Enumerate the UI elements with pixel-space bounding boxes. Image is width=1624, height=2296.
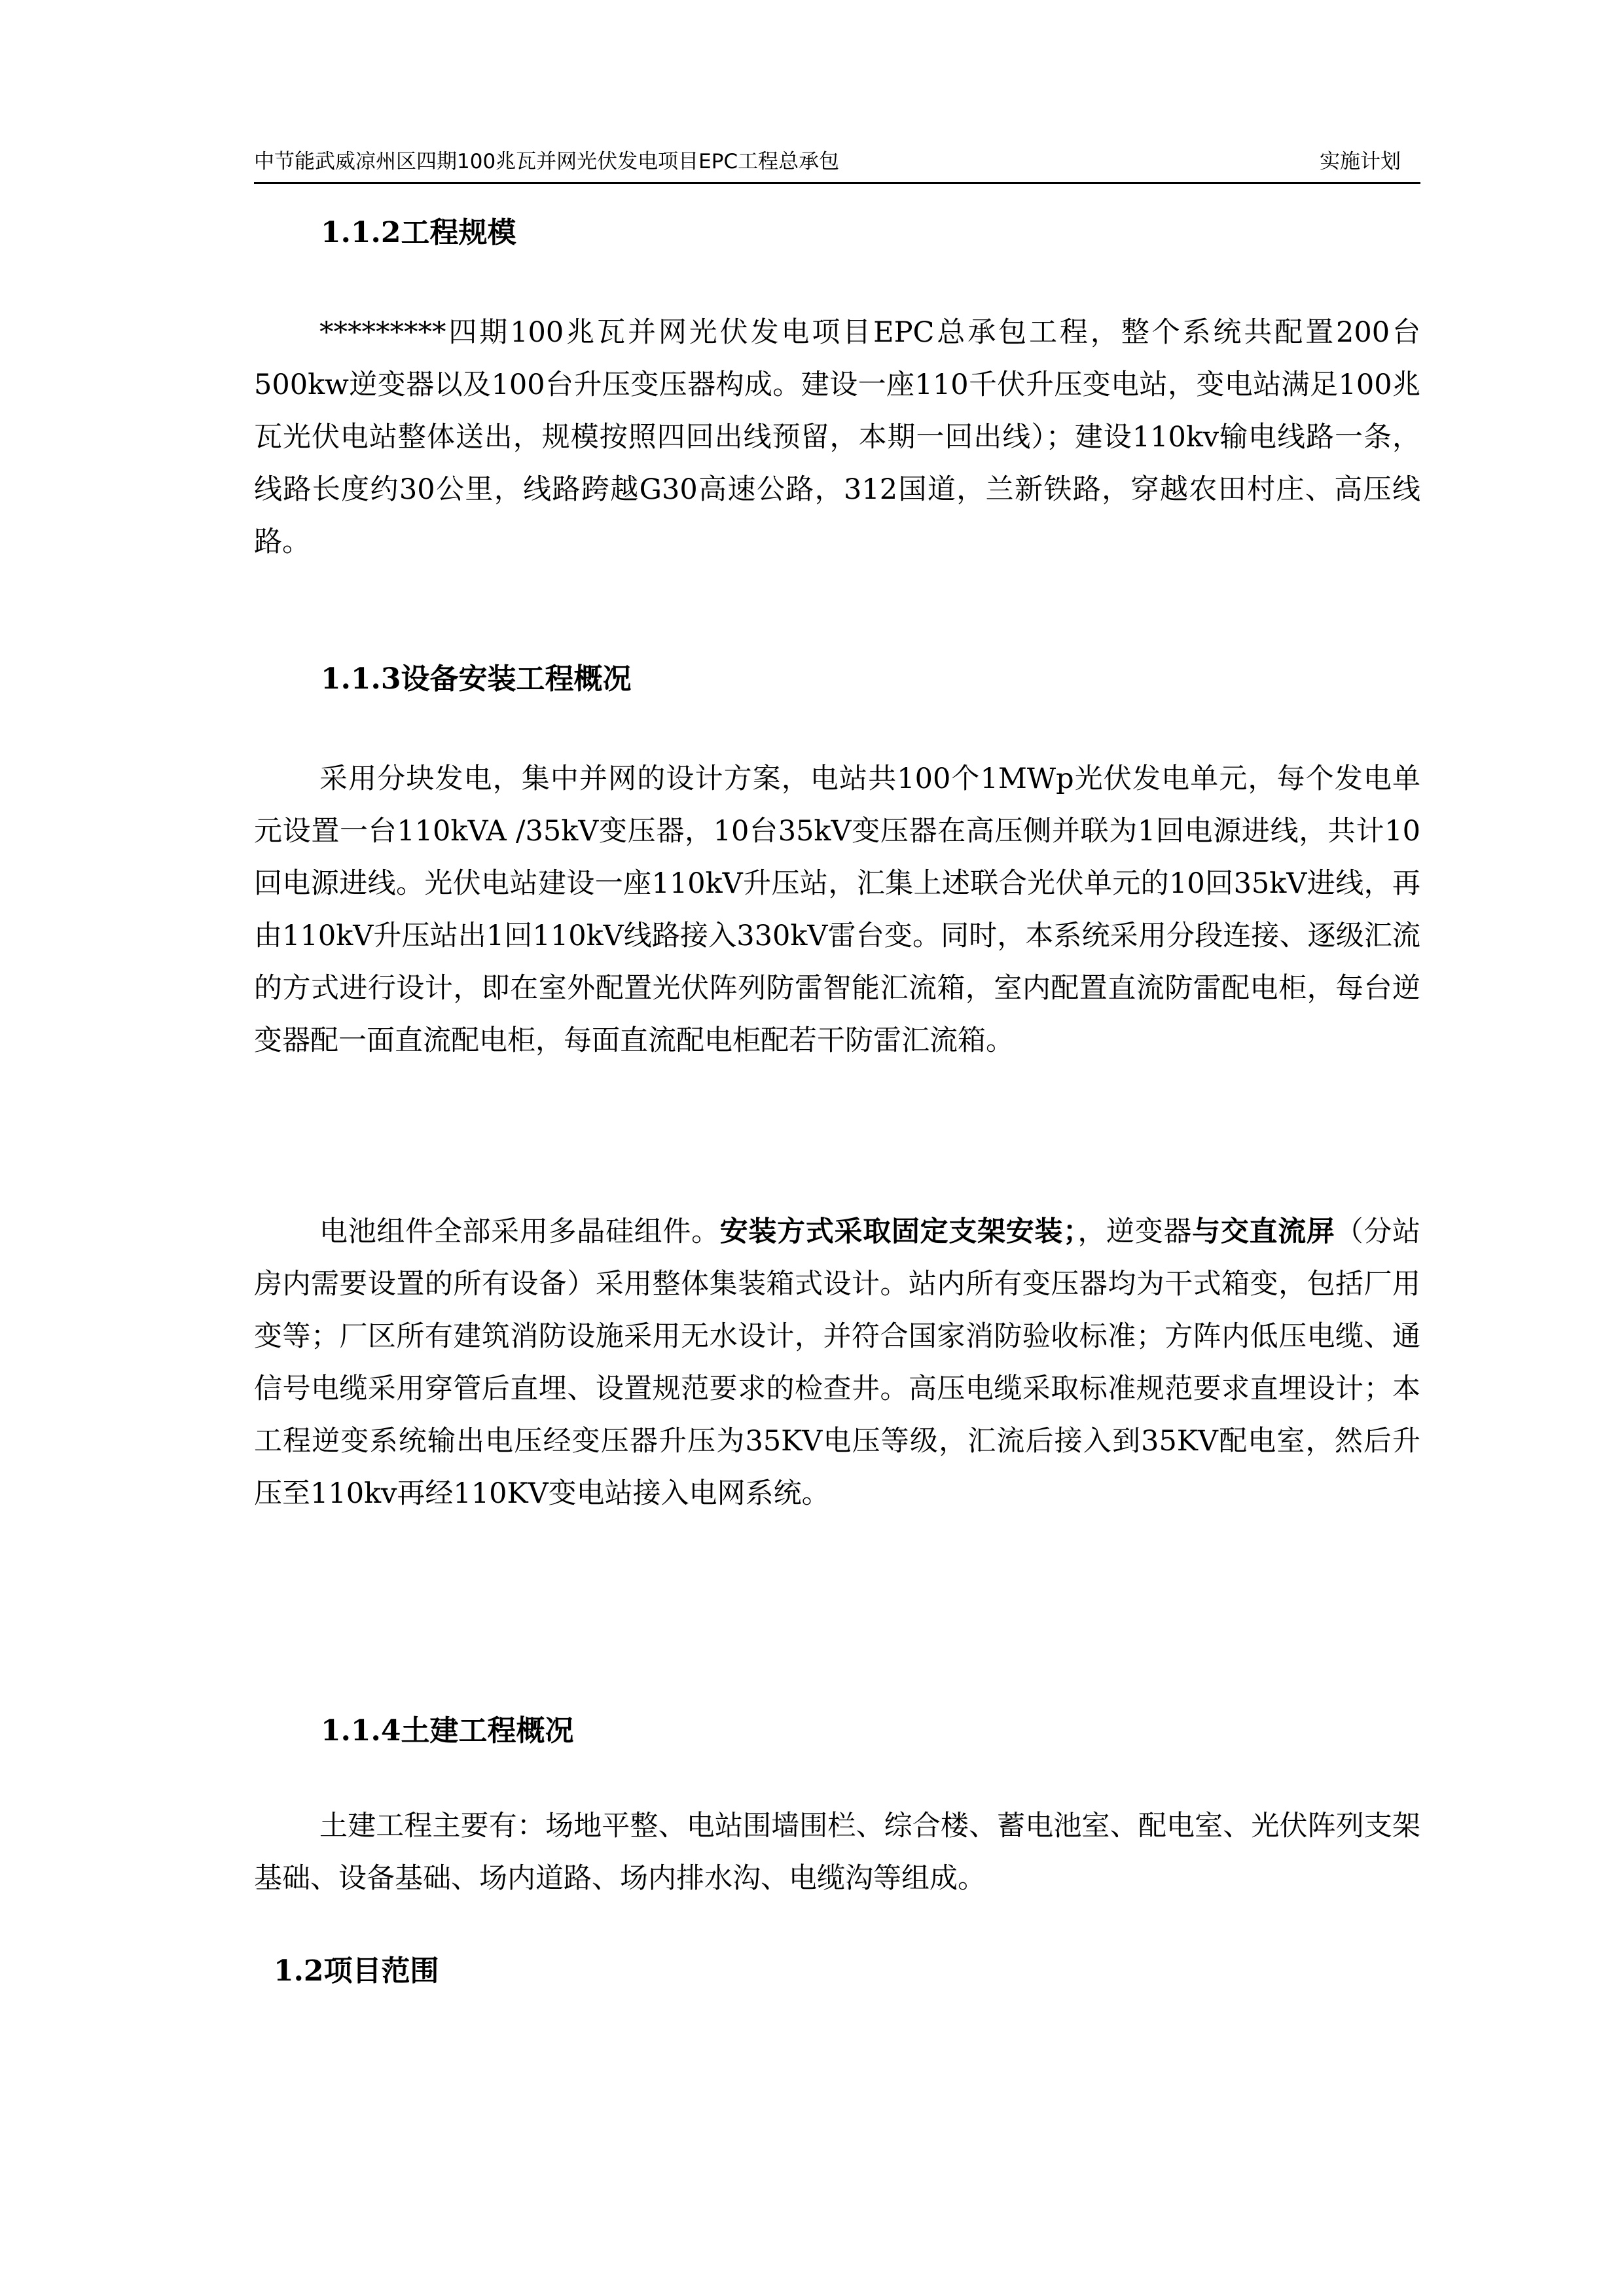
header-project-title: 中节能武威凉州区四期100兆瓦并网光伏发电项目EPC工程总承包 xyxy=(254,150,840,173)
paragraph-civil-works: 土建工程主要有：场地平整、电站围墙围栏、综合楼、蓄电池室、配电室、光伏阵列支架基础、设备基础、场内道路、场内排水沟、电缆沟等组成。 xyxy=(254,1810,1420,1895)
heading-1-2: 1.2项目范围 xyxy=(274,1954,439,1988)
para2-text-c: ，逆变器 xyxy=(1077,1215,1193,1248)
para2-text-e: （分站房内需要设置的所有设备）采用整体集装箱式设计。站内所有变压器均为干式箱变，包括厂用变等；厂区所有建筑消防设施采用无水设计，并符合国家消防验收标准；方阵内低压电缆、通信号电缆采用穿管后直埋、设置规范要求的检查井。高压电缆采取标准规范要求直埋设计；本工程逆变系统输出电压经变压器升压为35KV电压等级，汇流后接入到35KV配电室，然后升压至110kv再经110KV变电站接入电网系统。 xyxy=(254,1215,1421,1510)
para2-text-a: 电池组件全部采用多晶硅组件。 xyxy=(319,1215,720,1248)
para2-bold-acdc-panel: 与交直流屏 xyxy=(1192,1215,1335,1248)
paragraph-project-scale: *********四期100兆瓦并网光伏发电项目EPC总承包工程，整个系统共配置200台500kw逆变器以及100台升压变压器构成。建设一座110千伏升压变电站，变电站满足100兆瓦光伏电站整体送出，规模按照四回出线预留，本期一回出线）；建设110kv输电线路一条，线路长度约30公里，线路跨越G30高速公路，312国道，兰新铁路，穿越农田村庄、高压线路。 xyxy=(254,316,1420,558)
para2-bold-mounting: 安装方式采取固定支架安装； xyxy=(719,1215,1077,1248)
heading-1-1-4: 1.1.4土建工程概况 xyxy=(321,1714,574,1748)
header-rule xyxy=(254,182,1420,184)
header-document-type: 实施计划 xyxy=(1320,150,1401,173)
heading-1-1-2: 1.1.2工程规模 xyxy=(321,216,516,249)
heading-1-1-3: 1.1.3设备安装工程概况 xyxy=(321,662,632,696)
paragraph-equipment-design: 采用分块发电，集中并网的设计方案，电站共100个1MWp光伏发电单元，每个发电单元设置一台110kVA /35kV变压器，10台35kV变压器在高压侧并联为1回电源进线，共计10回电源进线。光伏电站建设一座110kV升压站，汇集上述联合光伏单元的10回35kV进线，再由110kV升压站出1回110kV线路接入330kV雷台变。同时，本系统采用分段连接、逐级汇流的方式进行设计，即在室外配置光伏阵列防雷智能汇流箱，室内配置直流防雷配电柜，每台逆变器配一面直流配电柜，每面直流配电柜配若干防雷汇流箱。 xyxy=(254,762,1420,1057)
page-header xyxy=(254,145,1420,178)
paragraph-equipment-installation xyxy=(254,1206,1420,1520)
